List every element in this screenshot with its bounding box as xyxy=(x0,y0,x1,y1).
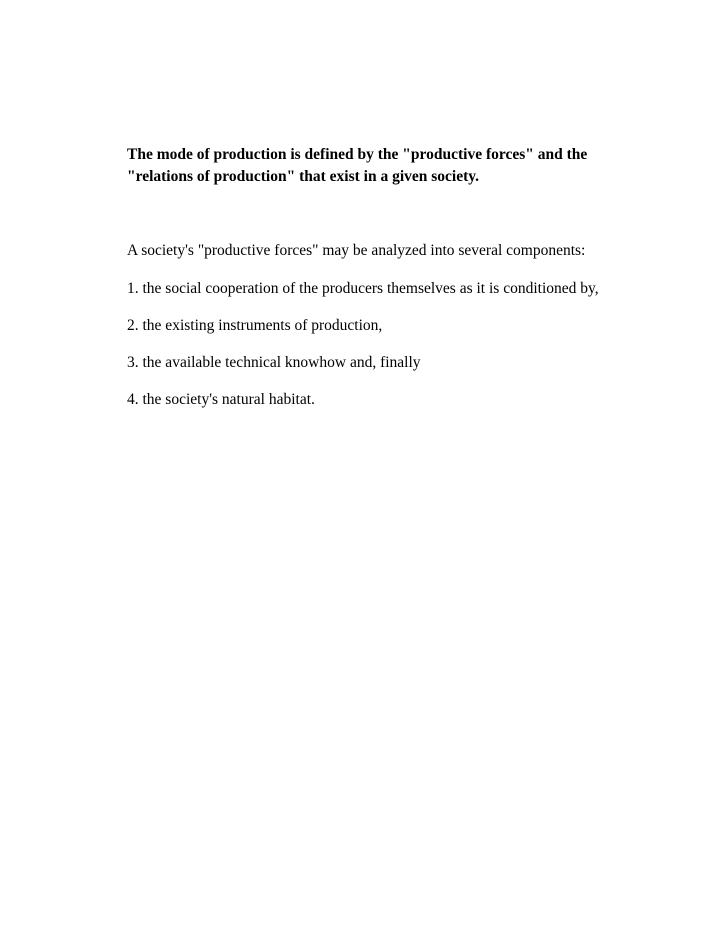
intro-paragraph: A society's "productive forces" may be analyzed into several components: xyxy=(127,242,586,259)
document-heading: The mode of production is defined by the "productive forces" and the "relations of production" that exist in a given society. xyxy=(127,146,588,185)
components-list xyxy=(127,279,627,410)
document-body xyxy=(127,241,627,427)
list-item: 2. the existing instruments of production, xyxy=(127,317,383,334)
list-item: 4. the society's natural habitat. xyxy=(127,391,315,408)
list-item: 1. the social cooperation of the producers themselves as it is conditioned by, xyxy=(127,280,599,297)
list-item: 3. the available technical knowhow and, finally xyxy=(127,354,421,371)
